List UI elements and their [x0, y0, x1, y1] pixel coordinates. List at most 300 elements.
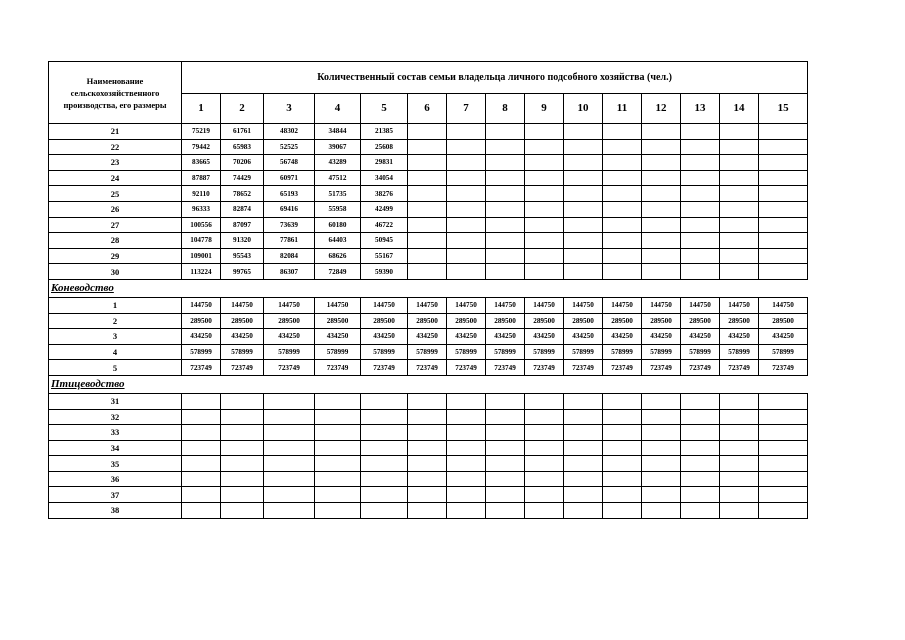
- table-cell: [642, 487, 681, 503]
- row-label: 2: [49, 313, 182, 329]
- table-cell: [642, 217, 681, 233]
- table-cell: [447, 155, 486, 171]
- table-cell: [720, 425, 759, 441]
- table-cell: [315, 393, 361, 409]
- table-cell: [447, 248, 486, 264]
- table-cell: [447, 471, 486, 487]
- table-cell: [486, 393, 525, 409]
- table-cell: 68626: [315, 248, 361, 264]
- section-filler-cell: [642, 375, 681, 393]
- table-cell: 91320: [221, 233, 264, 249]
- table-cell: [361, 409, 408, 425]
- table-cell: 92110: [182, 186, 221, 202]
- table-cell: [603, 170, 642, 186]
- table-cell: [681, 186, 720, 202]
- table-cell: 144750: [564, 297, 603, 313]
- table-row: [49, 201, 808, 217]
- table-cell: [221, 409, 264, 425]
- row-label: 5: [49, 360, 182, 376]
- table-cell: 42499: [361, 201, 408, 217]
- table-cell: 289500: [720, 313, 759, 329]
- table-cell: [720, 186, 759, 202]
- table-cell: [564, 471, 603, 487]
- table-cell: 289500: [361, 313, 408, 329]
- table-cell: 289500: [182, 313, 221, 329]
- table-cell: 289500: [564, 313, 603, 329]
- table-cell: 70206: [221, 155, 264, 171]
- table-cell: [681, 217, 720, 233]
- table-cell: 60971: [264, 170, 315, 186]
- table-cell: [408, 487, 447, 503]
- table-cell: 434250: [408, 329, 447, 345]
- table-cell: [486, 456, 525, 472]
- table-cell: 74429: [221, 170, 264, 186]
- table-cell: [408, 471, 447, 487]
- row-label: 23: [49, 155, 182, 171]
- row-label: 29: [49, 248, 182, 264]
- section-filler-cell: [182, 375, 221, 393]
- table-cell: [720, 456, 759, 472]
- table-cell: [525, 471, 564, 487]
- table-cell: [564, 217, 603, 233]
- table-row: [49, 471, 808, 487]
- table-cell: 289500: [447, 313, 486, 329]
- column-header-4: 4: [315, 93, 361, 124]
- row-label: 21: [49, 124, 182, 140]
- table-cell: 79442: [182, 139, 221, 155]
- table-cell: 434250: [681, 329, 720, 345]
- table-cell: 578999: [759, 344, 808, 360]
- table-cell: 578999: [447, 344, 486, 360]
- table-cell: 61761: [221, 124, 264, 140]
- section-filler-cell: [315, 375, 361, 393]
- row-label: 34: [49, 440, 182, 456]
- table-cell: [408, 201, 447, 217]
- table-cell: 434250: [447, 329, 486, 345]
- table-cell: [681, 409, 720, 425]
- table-cell: [315, 440, 361, 456]
- table-cell: [720, 170, 759, 186]
- row-label: 30: [49, 264, 182, 280]
- row-label: 26: [49, 201, 182, 217]
- table-cell: 434250: [486, 329, 525, 345]
- table-cell: [564, 264, 603, 280]
- table-cell: [720, 124, 759, 140]
- table-cell: [681, 456, 720, 472]
- table-cell: [264, 393, 315, 409]
- section-header-row: [49, 279, 808, 297]
- table-cell: 113224: [182, 264, 221, 280]
- table-cell: 46722: [361, 217, 408, 233]
- table-cell: [642, 456, 681, 472]
- column-header-6: 6: [408, 93, 447, 124]
- table-cell: [681, 170, 720, 186]
- section-filler-cell: [720, 279, 759, 297]
- table-cell: 100556: [182, 217, 221, 233]
- table-cell: [759, 487, 808, 503]
- table-cell: 434250: [221, 329, 264, 345]
- table-cell: 55958: [315, 201, 361, 217]
- section-filler-cell: [408, 279, 447, 297]
- table-cell: [681, 248, 720, 264]
- table-cell: 72849: [315, 264, 361, 280]
- table-cell: 29831: [361, 155, 408, 171]
- table-cell: [603, 425, 642, 441]
- table-cell: [361, 471, 408, 487]
- table-cell: 38276: [361, 186, 408, 202]
- table-cell: [720, 248, 759, 264]
- table-cell: 73639: [264, 217, 315, 233]
- table-cell: [264, 425, 315, 441]
- table-cell: [564, 186, 603, 202]
- table-cell: [525, 186, 564, 202]
- table-row: [49, 170, 808, 186]
- table-cell: [361, 503, 408, 519]
- table-cell: [759, 139, 808, 155]
- section-filler-cell: [315, 279, 361, 297]
- table-cell: [564, 393, 603, 409]
- table-cell: [681, 124, 720, 140]
- table-cell: [759, 393, 808, 409]
- row-label: 3: [49, 329, 182, 345]
- table-cell: 723749: [759, 360, 808, 376]
- table-cell: [408, 217, 447, 233]
- table-cell: [720, 409, 759, 425]
- table-cell: [408, 139, 447, 155]
- table-cell: [525, 201, 564, 217]
- table-cell: [486, 155, 525, 171]
- table-cell: 578999: [361, 344, 408, 360]
- table-cell: 578999: [642, 344, 681, 360]
- table-cell: 434250: [564, 329, 603, 345]
- table-cell: [525, 393, 564, 409]
- table-cell: [720, 503, 759, 519]
- table-cell: [642, 155, 681, 171]
- table-cell: 65983: [221, 139, 264, 155]
- table-cell: [564, 456, 603, 472]
- table-cell: [681, 440, 720, 456]
- table-row: [49, 487, 808, 503]
- table-cell: [564, 170, 603, 186]
- table-cell: [315, 456, 361, 472]
- section-filler-cell: [525, 279, 564, 297]
- table-cell: [603, 139, 642, 155]
- table-cell: [408, 248, 447, 264]
- section-filler-cell: [408, 375, 447, 393]
- table-cell: [564, 201, 603, 217]
- table-cell: [264, 456, 315, 472]
- table-cell: [447, 440, 486, 456]
- table-cell: [720, 487, 759, 503]
- table-cell: 82874: [221, 201, 264, 217]
- table-row: [49, 139, 808, 155]
- table-cell: [221, 471, 264, 487]
- table-cell: 144750: [182, 297, 221, 313]
- table-cell: [486, 124, 525, 140]
- table-cell: 144750: [221, 297, 264, 313]
- table-cell: [447, 170, 486, 186]
- table-cell: [759, 155, 808, 171]
- table-cell: [408, 264, 447, 280]
- table-row: [49, 503, 808, 519]
- table-cell: [642, 393, 681, 409]
- table-cell: 434250: [264, 329, 315, 345]
- table-cell: [681, 155, 720, 171]
- table-cell: [447, 201, 486, 217]
- table-cell: [221, 425, 264, 441]
- table-cell: [564, 487, 603, 503]
- table-cell: 723749: [681, 360, 720, 376]
- table-cell: [486, 170, 525, 186]
- row-label: 38: [49, 503, 182, 519]
- table-cell: [642, 440, 681, 456]
- table-cell: [221, 440, 264, 456]
- table-cell: [681, 201, 720, 217]
- table-cell: [486, 425, 525, 441]
- table-cell: [603, 201, 642, 217]
- section-filler-cell: [681, 279, 720, 297]
- table-row: [49, 329, 808, 345]
- table-cell: [603, 393, 642, 409]
- table-body: [49, 124, 808, 519]
- table-cell: [408, 456, 447, 472]
- column-header-5: 5: [361, 93, 408, 124]
- table-cell: 289500: [525, 313, 564, 329]
- section-filler-cell: [564, 279, 603, 297]
- table-cell: [525, 409, 564, 425]
- table-cell: [681, 503, 720, 519]
- table-cell: 144750: [361, 297, 408, 313]
- table-cell: [361, 425, 408, 441]
- table-cell: [525, 155, 564, 171]
- column-header-11: 11: [603, 93, 642, 124]
- income-table: [48, 61, 808, 519]
- column-header-9: 9: [525, 93, 564, 124]
- table-cell: [603, 487, 642, 503]
- section-filler-cell: [564, 375, 603, 393]
- table-row: [49, 313, 808, 329]
- table-cell: [759, 425, 808, 441]
- table-row: [49, 248, 808, 264]
- table-cell: [564, 409, 603, 425]
- table-cell: [603, 409, 642, 425]
- table-cell: 25608: [361, 139, 408, 155]
- table-cell: [408, 440, 447, 456]
- table-cell: [447, 409, 486, 425]
- table-cell: [642, 170, 681, 186]
- table-cell: [525, 139, 564, 155]
- table-cell: 144750: [447, 297, 486, 313]
- table-cell: 289500: [408, 313, 447, 329]
- table-cell: [525, 425, 564, 441]
- table-cell: 75219: [182, 124, 221, 140]
- section-filler-cell: [486, 375, 525, 393]
- table-cell: 434250: [361, 329, 408, 345]
- table-cell: 64403: [315, 233, 361, 249]
- table-cell: [603, 248, 642, 264]
- table-cell: [264, 409, 315, 425]
- table-cell: [564, 440, 603, 456]
- table-cell: 289500: [221, 313, 264, 329]
- table-cell: [525, 440, 564, 456]
- table-cell: [564, 248, 603, 264]
- table-cell: [759, 503, 808, 519]
- table-cell: [603, 155, 642, 171]
- table-cell: 87097: [221, 217, 264, 233]
- table-row: [49, 456, 808, 472]
- name-column-header: Наименование сельскохозяйственного производства, его размеры: [49, 62, 182, 124]
- section-filler-cell: [759, 375, 808, 393]
- table-cell: [264, 471, 315, 487]
- table-cell: [759, 456, 808, 472]
- table-cell: 144750: [720, 297, 759, 313]
- table-cell: [525, 487, 564, 503]
- row-label: 22: [49, 139, 182, 155]
- table-row: [49, 297, 808, 313]
- table-cell: 723749: [720, 360, 759, 376]
- table-cell: [642, 186, 681, 202]
- table-cell: [564, 233, 603, 249]
- section-title: Коневодство: [49, 279, 182, 297]
- table-cell: [486, 440, 525, 456]
- table-cell: 723749: [221, 360, 264, 376]
- table-cell: 723749: [486, 360, 525, 376]
- table-row: [49, 217, 808, 233]
- section-filler-cell: [486, 279, 525, 297]
- table-cell: 434250: [525, 329, 564, 345]
- column-header-10: 10: [564, 93, 603, 124]
- table-cell: [447, 503, 486, 519]
- table-cell: [408, 409, 447, 425]
- table-cell: 39067: [315, 139, 361, 155]
- table-cell: 723749: [182, 360, 221, 376]
- table-cell: [681, 264, 720, 280]
- table-cell: 56748: [264, 155, 315, 171]
- section-filler-cell: [264, 375, 315, 393]
- table-cell: 723749: [603, 360, 642, 376]
- table-cell: [525, 124, 564, 140]
- table-cell: [408, 124, 447, 140]
- table-cell: [720, 201, 759, 217]
- table-cell: [525, 170, 564, 186]
- column-header-15: 15: [759, 93, 808, 124]
- row-label: 24: [49, 170, 182, 186]
- table-cell: 578999: [408, 344, 447, 360]
- table-cell: 51735: [315, 186, 361, 202]
- table-cell: [681, 393, 720, 409]
- table-row: [49, 233, 808, 249]
- table-cell: [447, 124, 486, 140]
- column-header-14: 14: [720, 93, 759, 124]
- row-label: 4: [49, 344, 182, 360]
- table-cell: 144750: [408, 297, 447, 313]
- table-cell: [486, 217, 525, 233]
- table-cell: [603, 217, 642, 233]
- table-cell: [182, 409, 221, 425]
- table-cell: [603, 186, 642, 202]
- table-row: [49, 360, 808, 376]
- table-cell: 289500: [486, 313, 525, 329]
- table-cell: [486, 471, 525, 487]
- section-filler-cell: [361, 279, 408, 297]
- table-cell: 434250: [642, 329, 681, 345]
- table-cell: 578999: [221, 344, 264, 360]
- table-cell: [182, 456, 221, 472]
- row-label: 25: [49, 186, 182, 202]
- table-cell: [720, 440, 759, 456]
- table-cell: [447, 264, 486, 280]
- table-cell: [642, 124, 681, 140]
- table-cell: 144750: [642, 297, 681, 313]
- table-cell: [759, 170, 808, 186]
- row-label: 28: [49, 233, 182, 249]
- table-cell: [486, 264, 525, 280]
- table-cell: [525, 503, 564, 519]
- table-cell: [681, 139, 720, 155]
- table-cell: [603, 264, 642, 280]
- table-cell: 65193: [264, 186, 315, 202]
- table-cell: 21385: [361, 124, 408, 140]
- table-cell: 723749: [361, 360, 408, 376]
- row-label: 36: [49, 471, 182, 487]
- column-header-7: 7: [447, 93, 486, 124]
- table-cell: 144750: [603, 297, 642, 313]
- table-row: [49, 264, 808, 280]
- table-cell: 723749: [264, 360, 315, 376]
- section-filler-cell: [603, 279, 642, 297]
- table-cell: [182, 503, 221, 519]
- table-cell: [642, 248, 681, 264]
- table-cell: 289500: [642, 313, 681, 329]
- table-cell: [642, 471, 681, 487]
- table-cell: [447, 456, 486, 472]
- table-cell: [759, 201, 808, 217]
- table-cell: [408, 233, 447, 249]
- row-label: 35: [49, 456, 182, 472]
- table-row: [49, 155, 808, 171]
- table-cell: [447, 425, 486, 441]
- section-filler-cell: [642, 279, 681, 297]
- table-cell: [361, 456, 408, 472]
- table-cell: [720, 233, 759, 249]
- table-cell: 34054: [361, 170, 408, 186]
- table-cell: 578999: [720, 344, 759, 360]
- row-label: 27: [49, 217, 182, 233]
- table-cell: [564, 503, 603, 519]
- table-cell: 578999: [564, 344, 603, 360]
- table-cell: 144750: [759, 297, 808, 313]
- table-cell: 47512: [315, 170, 361, 186]
- table-cell: 578999: [681, 344, 720, 360]
- table-cell: [486, 409, 525, 425]
- table-cell: [361, 487, 408, 503]
- table-cell: [759, 264, 808, 280]
- table-cell: [642, 233, 681, 249]
- table-cell: 723749: [642, 360, 681, 376]
- table-cell: [603, 233, 642, 249]
- table-cell: [486, 233, 525, 249]
- table-cell: [408, 393, 447, 409]
- table-cell: [408, 155, 447, 171]
- table-cell: [642, 264, 681, 280]
- table-cell: [315, 471, 361, 487]
- table-cell: [221, 503, 264, 519]
- table-cell: [720, 155, 759, 171]
- table-cell: 48302: [264, 124, 315, 140]
- table-cell: 578999: [525, 344, 564, 360]
- table-cell: [642, 503, 681, 519]
- table-cell: [720, 139, 759, 155]
